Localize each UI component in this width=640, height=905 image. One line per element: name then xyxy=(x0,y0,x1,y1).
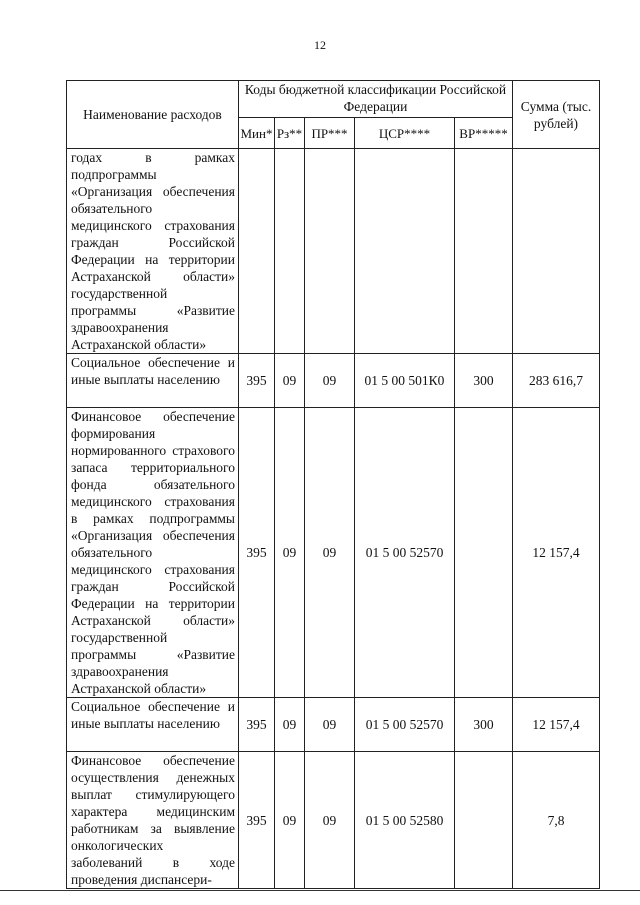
row-rz xyxy=(275,149,305,354)
table-row xyxy=(67,698,600,752)
row-rz: 09 xyxy=(275,752,305,889)
row-sum: 7,8 xyxy=(513,752,600,889)
row-vr xyxy=(455,752,513,889)
row-pr: 09 xyxy=(305,752,355,889)
row-sum: 12 157,4 xyxy=(513,408,600,698)
row-name: Социальное обеспечение и иные выплаты населению xyxy=(67,354,239,408)
row-csr: 01 5 00 52570 xyxy=(355,408,455,698)
row-sum: 283 616,7 xyxy=(513,354,600,408)
row-vr: 300 xyxy=(455,354,513,408)
header-min: Мин* xyxy=(239,118,275,149)
row-rz: 09 xyxy=(275,354,305,408)
row-csr: 01 5 00 52570 xyxy=(355,698,455,752)
budget-table xyxy=(66,80,600,889)
row-vr: 300 xyxy=(455,698,513,752)
row-min: 395 xyxy=(239,752,275,889)
header-pr: ПР*** xyxy=(305,118,355,149)
row-name: Финансовое обеспечение осуществления денежных выплат стимулирующего характера медицинским работникам за выявление онкологических заболеваний в ходе проведения диспансери- xyxy=(67,752,239,889)
row-pr xyxy=(305,149,355,354)
row-name: Социальное обеспечение и иные выплаты населению xyxy=(67,698,239,752)
table-row xyxy=(67,408,600,698)
header-sum: Сумма (тыс. рублей) xyxy=(513,81,600,149)
header-vr: ВР***** xyxy=(455,118,513,149)
row-csr xyxy=(355,149,455,354)
row-csr: 01 5 00 52580 xyxy=(355,752,455,889)
row-name: Финансовое обеспечение формирования нормированного страхового запаса территориального фонда обязательного медицинского страхования в рамках подпрограммы «Организация обеспечения обязательного медицинского страхования граждан Российской Федерации на территории Астраханской области» государственной программы «Развитие здравоохранения Астраханской области» xyxy=(67,408,239,698)
header-name: Наименование расходов xyxy=(67,81,239,149)
row-vr xyxy=(455,408,513,698)
row-pr: 09 xyxy=(305,354,355,408)
header-codes: Коды бюджетной классификации Российской Федерации xyxy=(239,81,513,118)
row-name: годах в рамках подпрограммы «Организация обеспечения обязательного медицинского страхования граждан Российской Федерации на территории Астраханской области» государственной программы «Развитие здравоохранения Астраханской области» xyxy=(67,149,239,354)
page-bottom-divider xyxy=(0,890,640,891)
table-row xyxy=(67,149,600,354)
row-pr: 09 xyxy=(305,698,355,752)
table-row xyxy=(67,354,600,408)
row-min: 395 xyxy=(239,408,275,698)
row-min: 395 xyxy=(239,698,275,752)
page-number: 12 xyxy=(314,38,326,52)
row-rz: 09 xyxy=(275,408,305,698)
header-rz: Рз** xyxy=(275,118,305,149)
row-vr xyxy=(455,149,513,354)
row-sum: 12 157,4 xyxy=(513,698,600,752)
row-csr: 01 5 00 501К0 xyxy=(355,354,455,408)
row-min xyxy=(239,149,275,354)
row-rz: 09 xyxy=(275,698,305,752)
row-sum xyxy=(513,149,600,354)
header-csr: ЦСР**** xyxy=(355,118,455,149)
row-pr: 09 xyxy=(305,408,355,698)
table-row xyxy=(67,752,600,889)
row-min: 395 xyxy=(239,354,275,408)
